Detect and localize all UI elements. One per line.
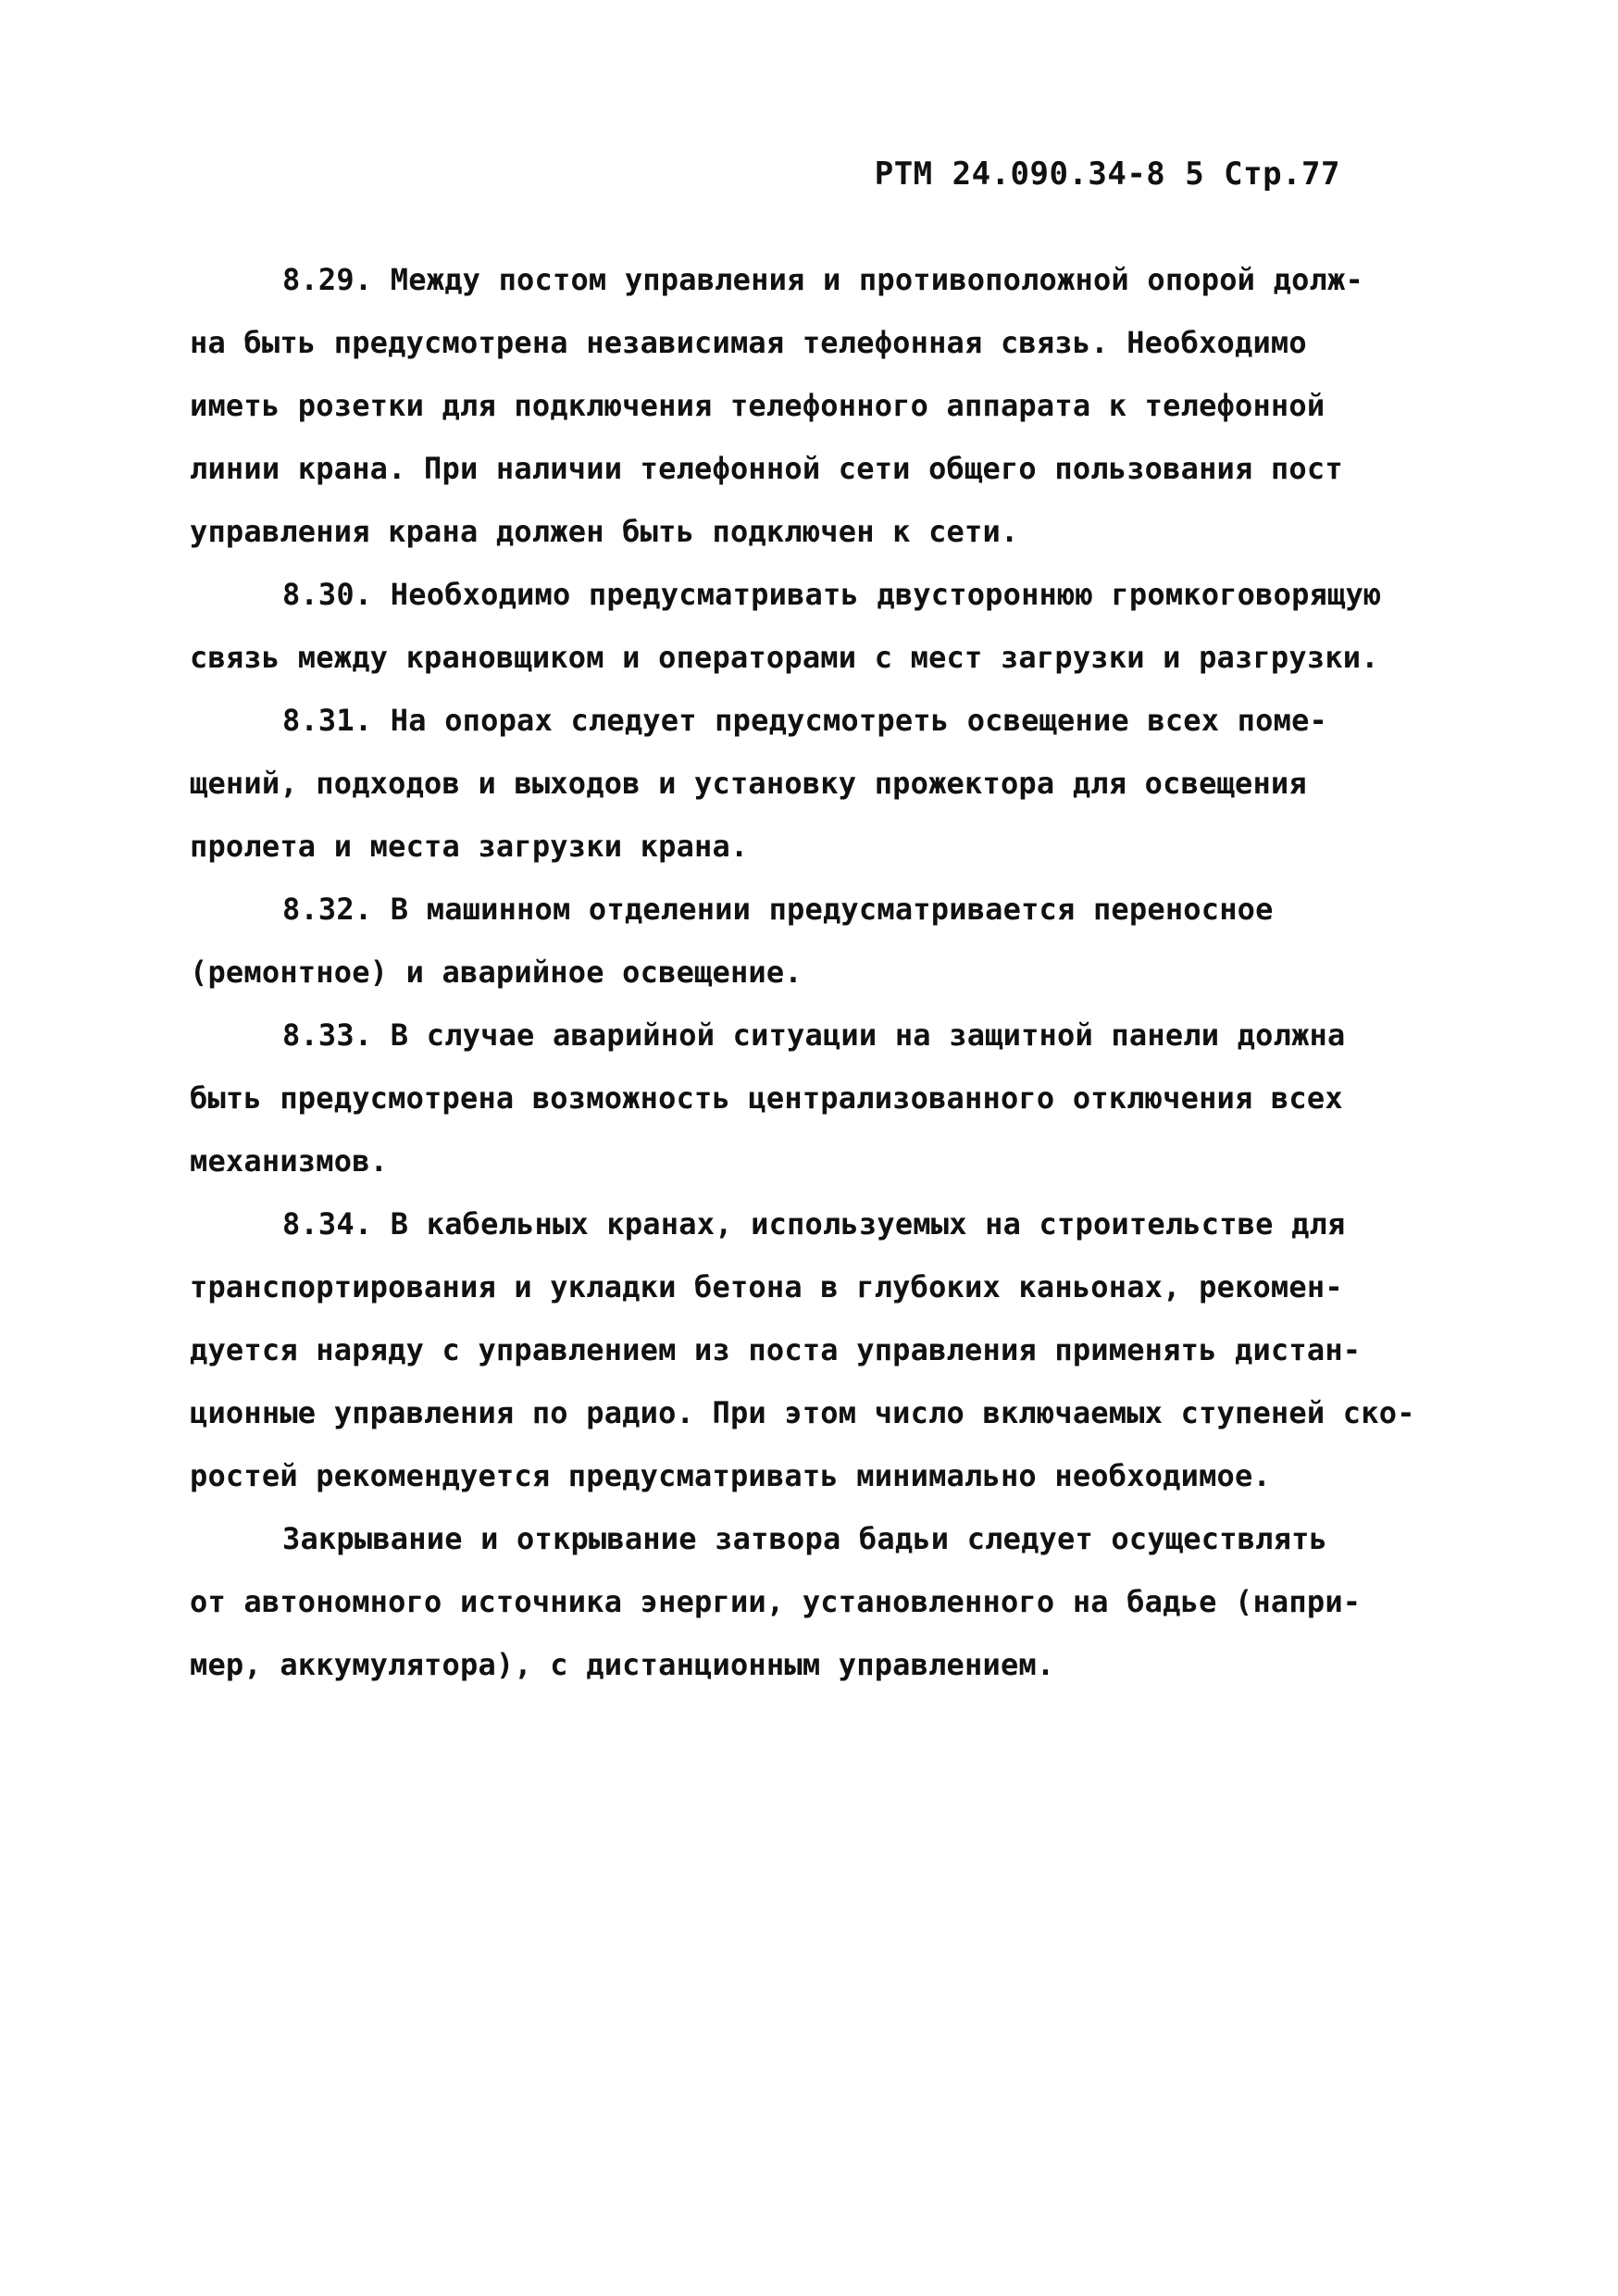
text-line: от автономного источника энергии, установленного на бадье (напри-: [190, 1584, 1362, 1619]
text-line: Закрывание и открывание затвора бадьи следует осуществлять: [282, 1521, 1328, 1556]
text-line: 8.34. В кабельных кранах, используемых на строительстве для: [282, 1206, 1346, 1242]
text-line: 8.29. Между постом управления и противоположной опорой долж-: [282, 262, 1363, 297]
document-body: [190, 248, 1430, 1696]
text-line: иметь розетки для подключения телефонного аппарата к телефонной: [190, 388, 1326, 423]
text-line: связь между крановщиком и операторами с мест загрузки и разгрузки.: [190, 640, 1379, 675]
text-line: механизмов.: [190, 1143, 389, 1179]
text-line: мер, аккумулятора), с дистанционным управлением.: [190, 1647, 1055, 1682]
text-line: управления крана должен быть подключен к сети.: [190, 514, 1019, 549]
text-line: ционные управления по радио. При этом число включаемых ступеней ско-: [190, 1395, 1415, 1430]
text-line: пролета и места загрузки крана.: [190, 829, 749, 864]
text-line: линии крана. При наличии телефонной сети общего пользования пост: [190, 451, 1343, 486]
text-line: быть предусмотрена возможность централизованного отключения всех: [190, 1080, 1343, 1116]
text-line: 8.30. Необходимо предусматривать двустороннюю громкоговорящую: [282, 577, 1382, 612]
text-line: ростей рекомендуется предусматривать минимально необходимое.: [190, 1458, 1271, 1493]
text-line: 8.32. В машинном отделении предусматривается переносное: [282, 892, 1274, 927]
page-header: РТМ 24.090.34-8 5 Стр.77: [874, 156, 1340, 193]
text-line: (ремонтное) и аварийное освещение.: [190, 955, 803, 990]
text-line: дуется наряду с управлением из поста управления применять дистан-: [190, 1332, 1362, 1367]
text-line: на быть предусмотрена независимая телефонная связь. Необходимо: [190, 325, 1307, 360]
text-line: 8.31. На опорах следует предусмотреть освещение всех поме-: [282, 703, 1328, 738]
text-line: щений, подходов и выходов и установку прожектора для освещения: [190, 766, 1307, 801]
text-line: 8.33. В случае аварийной ситуации на защитной панели должна: [282, 1017, 1346, 1053]
text-line: транспортирования и укладки бетона в глубоких каньонах, рекомен-: [190, 1269, 1343, 1304]
